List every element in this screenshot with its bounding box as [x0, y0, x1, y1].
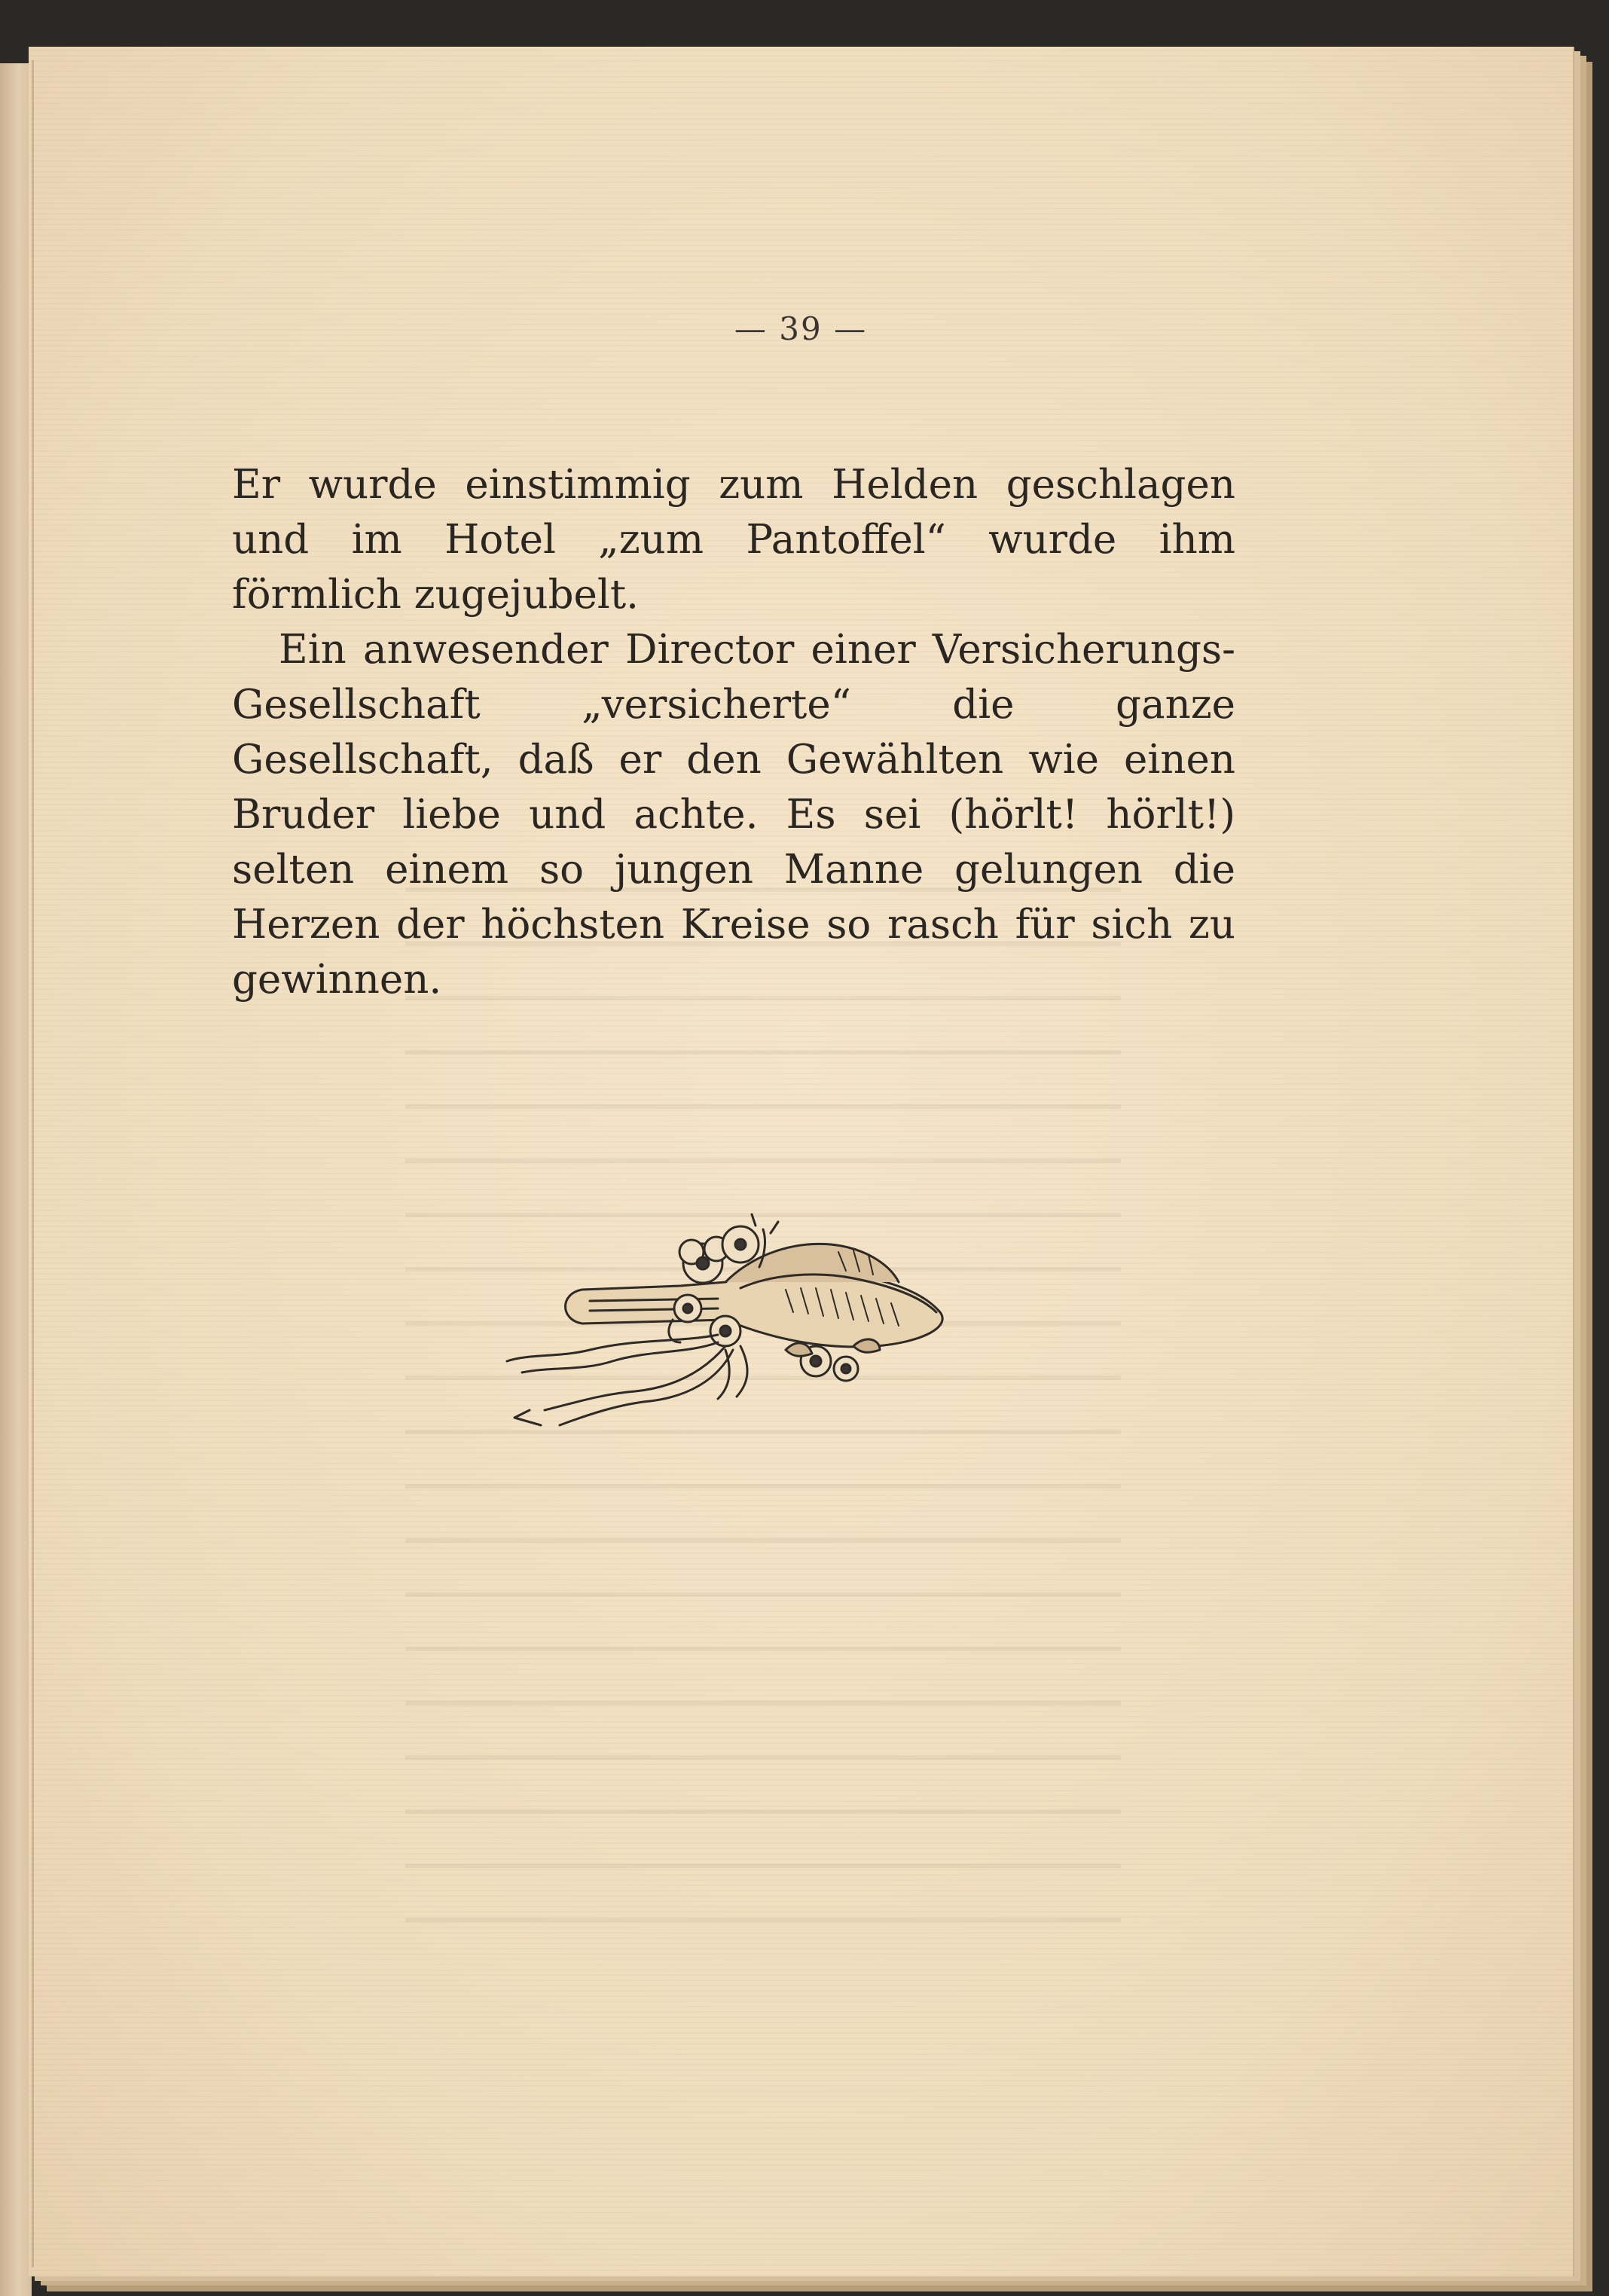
paragraph-2: Ein anwesender Director einer Versicherungs-Gesellschaft „versicherte“ die ganze Gesellschaft, daß er den Gewählten wie einen Bruder liebe und achte. Es sei (hörlt! hörlt!) selten einem so jungen Manne gelungen die Herzen der höchsten Kreise so rasch für sich zu gewinnen. [232, 627, 1235, 1003]
previous-page-edge [0, 63, 32, 2296]
page-number: — 39 — [734, 310, 868, 347]
page-sheet [29, 47, 1574, 2276]
body-text [232, 457, 1235, 1007]
binding-gutter [32, 60, 34, 2267]
slipper-with-flowers-and-ribbon-icon [499, 1199, 1012, 1448]
paragraph-1: Er wurde einstimmig zum Helden geschlagen und im Hotel „zum Pantoffel“ wurde ihm förmlich zugejubelt. [232, 462, 1235, 618]
